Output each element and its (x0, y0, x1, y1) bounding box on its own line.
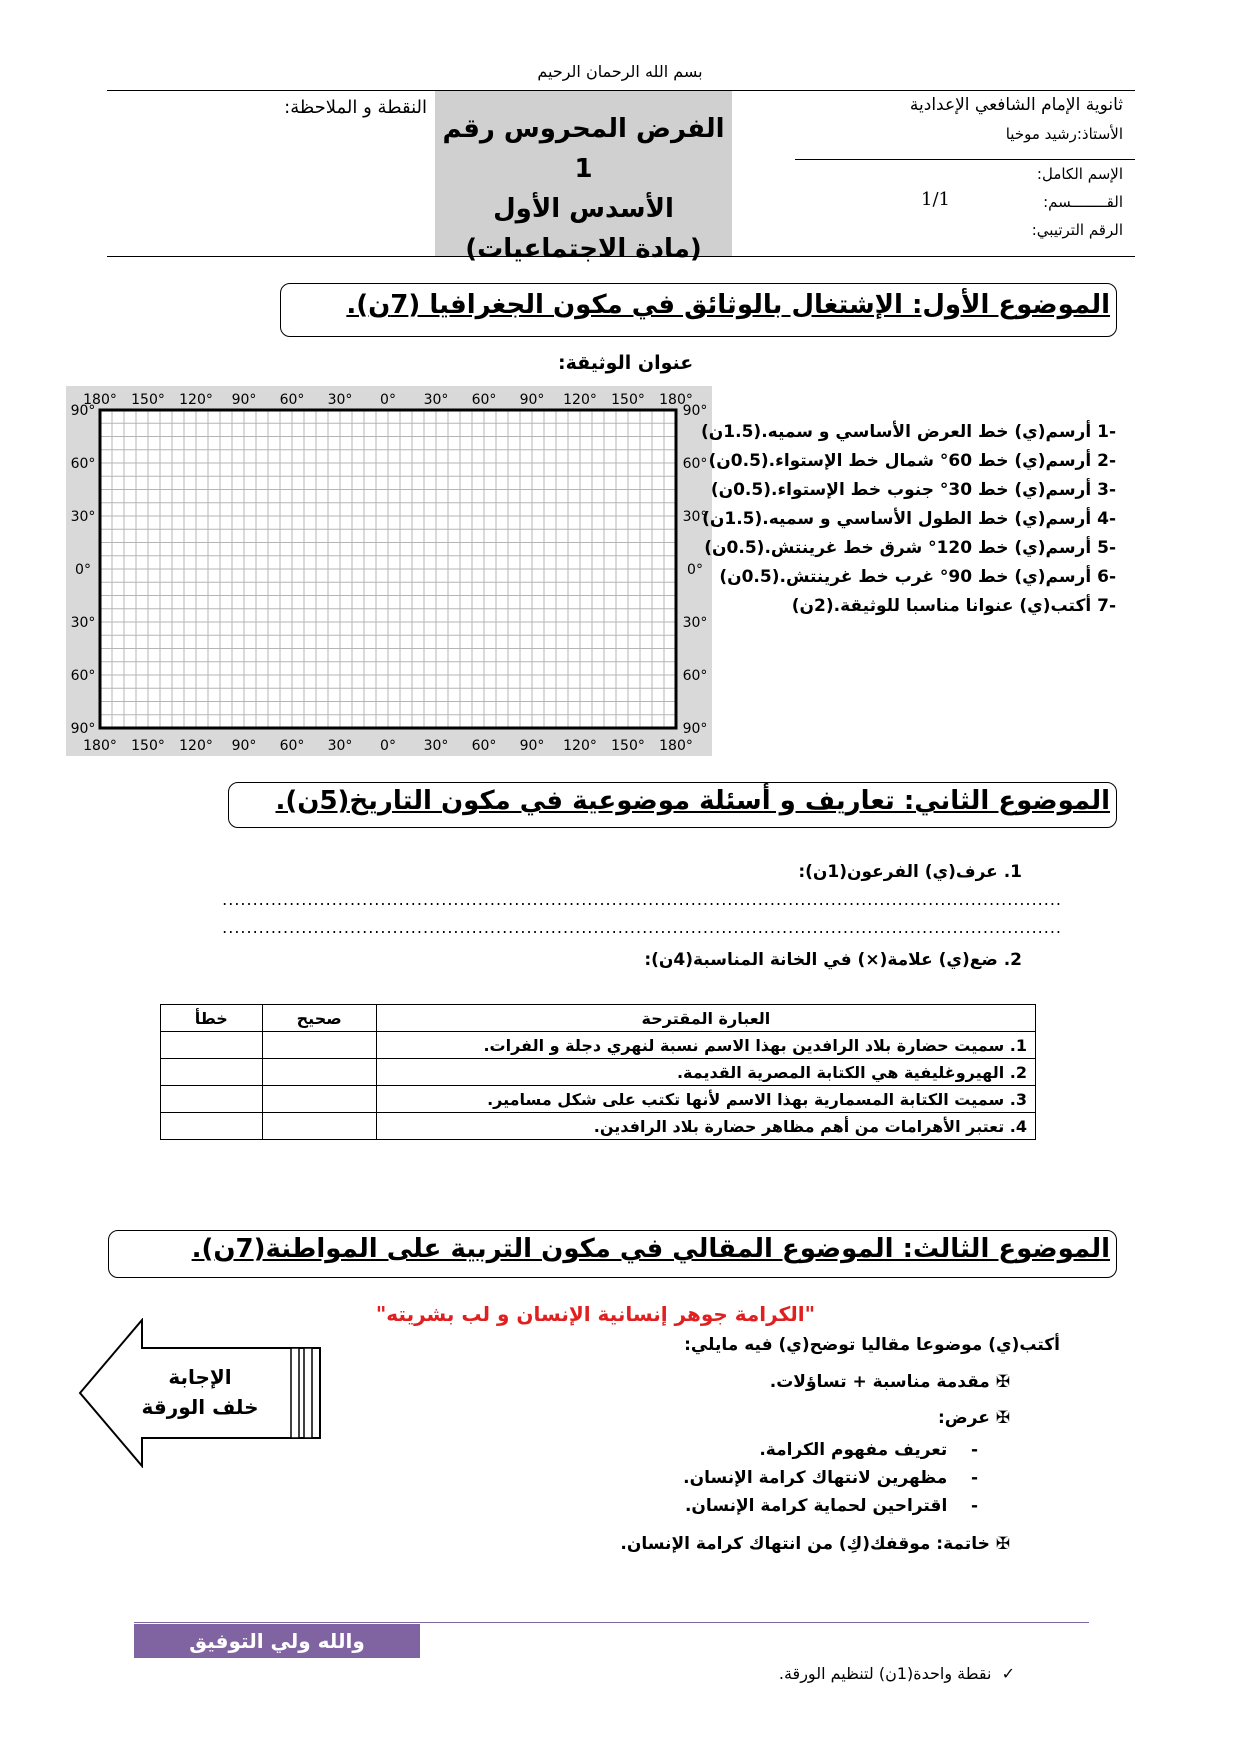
answer-line-2[interactable]: .......................................................................................................................................... (222, 918, 1062, 937)
define-pharaoh-question: 1. عرف(ي) الفرعون(1ن): (798, 862, 1022, 882)
section2-title: الموضوع الثاني: تعاريف و أسئلة موضوعية في مكون التاريخ(5ن). (275, 786, 1110, 816)
grade-label: النقطة و الملاحظة: (284, 97, 427, 118)
essay-point-body: ✠ عرض: (937, 1408, 1010, 1428)
top-tick-label: 180° (659, 392, 693, 408)
true-false-table (160, 1004, 1036, 1140)
table-row (161, 1113, 1036, 1140)
top-tick-label: 0° (380, 392, 396, 408)
false-cell-2[interactable] (161, 1059, 263, 1086)
left-tick-label: 30° (70, 615, 96, 631)
class-label: القــــــــسم: (1043, 193, 1123, 211)
left-tick-label: 90° (70, 721, 96, 737)
top-tick-label: 120° (179, 392, 213, 408)
essay-quote: "الكرامة جوهر إنسانية الإنسان و لب بشريته" (375, 1302, 815, 1326)
essay-point-conclusion: ✠ خاتمة: موقفك(كِ) من انتهاك كرامة الإنسان. (620, 1534, 1010, 1554)
question-7: -7 أكتب(ي) عنوانا مناسبا للوثيقة.(2ن) (791, 596, 1116, 616)
subject: (مادة الاجتماعيات) (465, 234, 702, 264)
bottom-tick-label: 0° (380, 738, 396, 754)
exam-title: الفرض المحروس رقم 1 (442, 114, 725, 184)
dash-bullet: - (947, 1496, 978, 1516)
right-tick-label: 0° (687, 562, 703, 578)
bottom-tick-label: 60° (471, 738, 497, 754)
full-name-label: الإسم الكامل: (1036, 165, 1123, 183)
footer-divider (134, 1622, 1089, 1623)
doc-title-label: عنوان الوثيقة: (558, 352, 694, 374)
answer-line-text-1: الإجابة (168, 1365, 232, 1389)
sub-point-1: - تعريف مفهوم الكرامة. (759, 1440, 978, 1460)
right-tick-label: 60° (682, 668, 708, 684)
statement-1: 1. سميت حضارة بلاد الرافدين بهذا الاسم نسبة لنهري دجلة و الفرات. (376, 1032, 1035, 1059)
map-grid (66, 386, 712, 756)
semester: الأسدس الأول (493, 194, 674, 224)
false-cell-3[interactable] (161, 1086, 263, 1113)
left-tick-label: 30° (70, 509, 96, 525)
organization-note: ✓ نقطة واحدة(1ن) لتنظيم الورقة. (778, 1664, 1015, 1683)
bottom-tick-label: 180° (83, 738, 117, 754)
statement-4: 4. تعتبر الأهرامات من أهم مظاهر حضارة بلاد الرافدين. (376, 1113, 1035, 1140)
section1-title: الموضوع الأول: الإشتغال بالوثائق في مكون الجغرافيا (7ن). (346, 290, 1110, 320)
answer-line-1[interactable]: .......................................................................................................................................... (222, 890, 1062, 909)
teacher-name: الأستاذ:رشيد موخيا (1005, 125, 1123, 143)
true-cell-2[interactable] (262, 1059, 376, 1086)
question-5: -5 أرسم(ي) خط 120° شرق خط غرينتش.(0.5ن) (704, 538, 1116, 558)
top-tick-label: 30° (327, 392, 353, 408)
question-2: -2 أرسم(ي) خط 60° شمال خط الإستواء.(0.5ن) (708, 451, 1116, 471)
false-cell-4[interactable] (161, 1113, 263, 1140)
top-tick-label: 90° (231, 392, 257, 408)
bottom-tick-label: 120° (179, 738, 213, 754)
top-tick-label: 150° (131, 392, 165, 408)
question-3: -3 أرسم(ي) خط 30° جنوب خط الإستواء.(0.5ن) (710, 480, 1116, 500)
header-statement: العبارة المقترحة (376, 1005, 1035, 1032)
top-tick-label: 150° (611, 392, 645, 408)
left-tick-label: 90° (70, 403, 96, 419)
bottom-tick-label: 30° (423, 738, 449, 754)
true-false-question: 2. ضع(ي) علامة(×) في الخانة المناسبة(4ن): (644, 950, 1022, 970)
dash-bullet: - (947, 1468, 978, 1488)
exam-title-box (435, 91, 732, 264)
statement-2: 2. الهيروغليفية هي الكتابة المصرية القديمة. (376, 1059, 1035, 1086)
bottom-tick-label: 90° (519, 738, 545, 754)
table-row (161, 1086, 1036, 1113)
statement-3: 3. سميت الكتابة المسمارية بهذا الاسم لأنها تكتب على شكل مسامير. (376, 1086, 1035, 1113)
cross-bullet-icon: ✠ (989, 1534, 1010, 1554)
right-tick-label: 30° (682, 615, 708, 631)
right-tick-label: 30° (682, 509, 708, 525)
right-tick-label: 90° (682, 721, 708, 737)
header-true: صحيح (262, 1005, 376, 1032)
questions-list (676, 422, 1116, 625)
top-tick-label: 90° (519, 392, 545, 408)
cross-bullet-icon: ✠ (989, 1408, 1010, 1428)
true-cell-1[interactable] (262, 1032, 376, 1059)
table-row (161, 1032, 1036, 1059)
top-tick-label: 30° (423, 392, 449, 408)
closing-banner: والله ولي التوفيق (134, 1624, 420, 1658)
header-box (107, 90, 1135, 264)
false-cell-1[interactable] (161, 1032, 263, 1059)
right-tick-label: 60° (682, 456, 708, 472)
header-false: خطأ (161, 1005, 263, 1032)
bottom-tick-label: 30° (327, 738, 353, 754)
true-cell-4[interactable] (262, 1113, 376, 1140)
dash-bullet: - (947, 1440, 978, 1460)
sub-point-3: - اقتراحين لحماية كرامة الإنسان. (684, 1496, 978, 1516)
section3-title: الموضوع الثالث: الموضوع المقالي في مكون التربية على المواطنة(7ن). (191, 1234, 1110, 1264)
student-info (795, 91, 1135, 256)
top-tick-label: 120° (563, 392, 597, 408)
question-1: -1 أرسم(ي) خط العرض الأساسي و سميه.(1.5ن) (701, 422, 1116, 442)
right-tick-label: 90° (682, 403, 708, 419)
essay-instruction: أكتب(ي) موضوعا مقاليا توضح(ي) فيه مايلي: (684, 1335, 1060, 1355)
bottom-tick-label: 120° (563, 738, 597, 754)
cross-bullet-icon: ✠ (989, 1372, 1010, 1392)
top-tick-label: 60° (279, 392, 305, 408)
top-tick-label: 60° (471, 392, 497, 408)
left-tick-label: 60° (70, 456, 96, 472)
info-divider (795, 159, 1135, 160)
left-tick-label: 60° (70, 668, 96, 684)
answer-on-back-note (130, 1362, 270, 1422)
school-name: ثانوية الإمام الشافعي الإعدادية (909, 95, 1123, 115)
bottom-tick-label: 60° (279, 738, 305, 754)
true-cell-3[interactable] (262, 1086, 376, 1113)
bottom-tick-label: 150° (131, 738, 165, 754)
question-4: -4 أرسم(ي) خط الطول الأساسي و سميه.(1.5ن) (702, 509, 1116, 529)
answer-line-text-2: خلف الورقة (141, 1395, 259, 1419)
bottom-tick-label: 90° (231, 738, 257, 754)
table-row (161, 1059, 1036, 1086)
class-value: 1/1 (921, 189, 950, 210)
checkmark-icon: ✓ (991, 1664, 1015, 1683)
rank-label: الرقم الترتيبي: (1031, 221, 1123, 239)
bismillah: بسم الله الرحمان الرحيم (537, 62, 703, 81)
essay-point-intro: ✠ مقدمة مناسبة + تساؤلات. (769, 1372, 1010, 1392)
left-tick-label: 0° (75, 562, 91, 578)
top-tick-label: 180° (83, 392, 117, 408)
sub-point-2: - مظهرين لانتهاك كرامة الإنسان. (683, 1468, 978, 1488)
question-6: -6 أرسم(ي) خط 90° غرب خط غرينتش.(0.5ن) (719, 567, 1116, 587)
bottom-tick-label: 150° (611, 738, 645, 754)
bottom-tick-label: 180° (659, 738, 693, 754)
